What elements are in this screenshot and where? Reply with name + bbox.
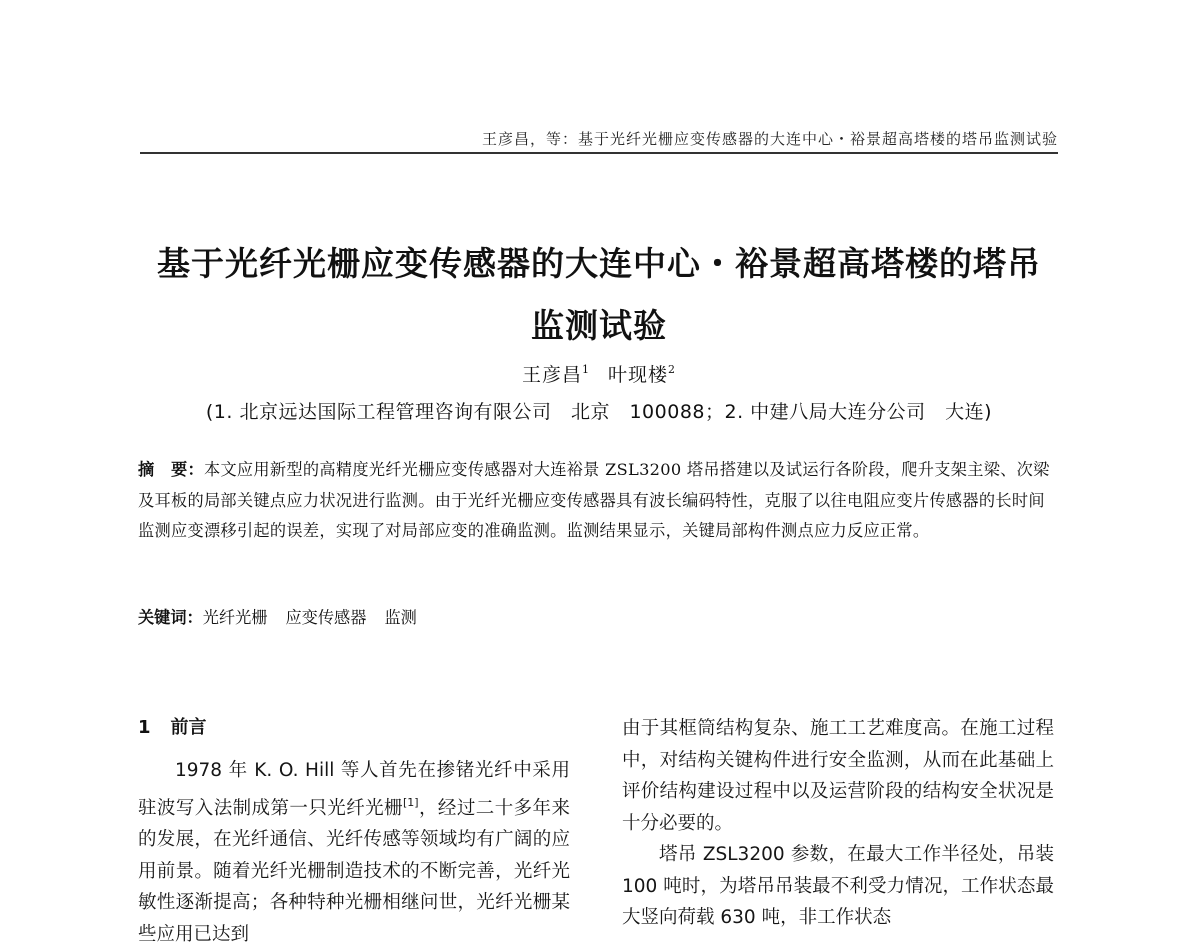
abstract-text: 本文应用新型的高精度光纤光栅应变传感器对大连裕景 ZSL3200 塔吊搭建以及试运行各阶段，爬升支架主梁、次梁及耳板的局部关键点应力状况进行监测。由于光纤光栅应变传感器具有波长编码特性，克服了以往电阻应变片传感器的长时间监测应变漂移引起的误差，实现了对局部应变的准确监测。监测结果显示，关键局部构件测点应力反应正常。 (138, 460, 1050, 540)
author-list (140, 360, 1058, 387)
body-text: ，经过二十多年来的发展，在光纤通信、光纤传感等领域均有广阔的应用前景。随着光纤光栅制造技术的不断完善，光纤光敏性逐渐提高；各种特种光栅相继问世，光纤光栅某些应用已达到 (138, 797, 570, 945)
body-paragraph: 由于其框筒结构复杂、施工工艺难度高。在施工过程中，对结构关键构件进行安全监测，从而在此基础上评价结构建设过程中以及运营阶段的结构安全状况是十分必要的。 (622, 718, 1054, 834)
keywords (138, 603, 1058, 633)
running-head: 王彦昌，等：基于光纤光栅应变传感器的大连中心・裕景超高塔楼的塔吊监测试验 (481, 130, 1058, 148)
right-column (622, 713, 1054, 934)
keyword: 光纤光栅 (202, 608, 268, 627)
author-name: 王彦昌 (521, 364, 582, 386)
section-title: 前言 (170, 717, 207, 738)
citation-ref: [1] (402, 795, 419, 809)
affiliation: (1. 北京远达国际工程管理咨询有限公司 北京 100088；2. 中建八局大连分公司 大连) (205, 401, 993, 423)
body-paragraph (138, 755, 570, 950)
header-rule (140, 152, 1058, 154)
title-line-1: 基于光纤光栅应变传感器的大连中心・裕景超高塔楼的塔吊 (157, 244, 1041, 283)
body-paragraph: 塔吊 ZSL3200 参数，在最大工作半径处，吊装 100 吨时，为塔吊吊装最不利受力情况，工作状态最大竖向荷载 630 吨，非工作状态 (622, 844, 1054, 928)
paper-title (140, 233, 1058, 357)
section-heading (138, 713, 207, 739)
author-affiliation-mark: 2 (668, 363, 677, 376)
author-affiliation-mark: 1 (582, 363, 590, 376)
author-name: 叶现楼 (608, 364, 669, 386)
keyword: 监测 (384, 608, 417, 627)
abstract-label: 摘 要： (138, 460, 204, 479)
keyword: 应变传感器 (285, 608, 367, 627)
title-line-2: 监测试验 (531, 306, 667, 345)
section-number: 1 (138, 717, 151, 738)
left-column (138, 755, 570, 950)
keywords-label: 关键词： (138, 608, 203, 627)
body-text: 1978 年 K. O. Hill 等人首先在掺锗光纤中采用驻波写入法制成第一只光纤光栅 (138, 760, 570, 819)
abstract (138, 455, 1058, 547)
